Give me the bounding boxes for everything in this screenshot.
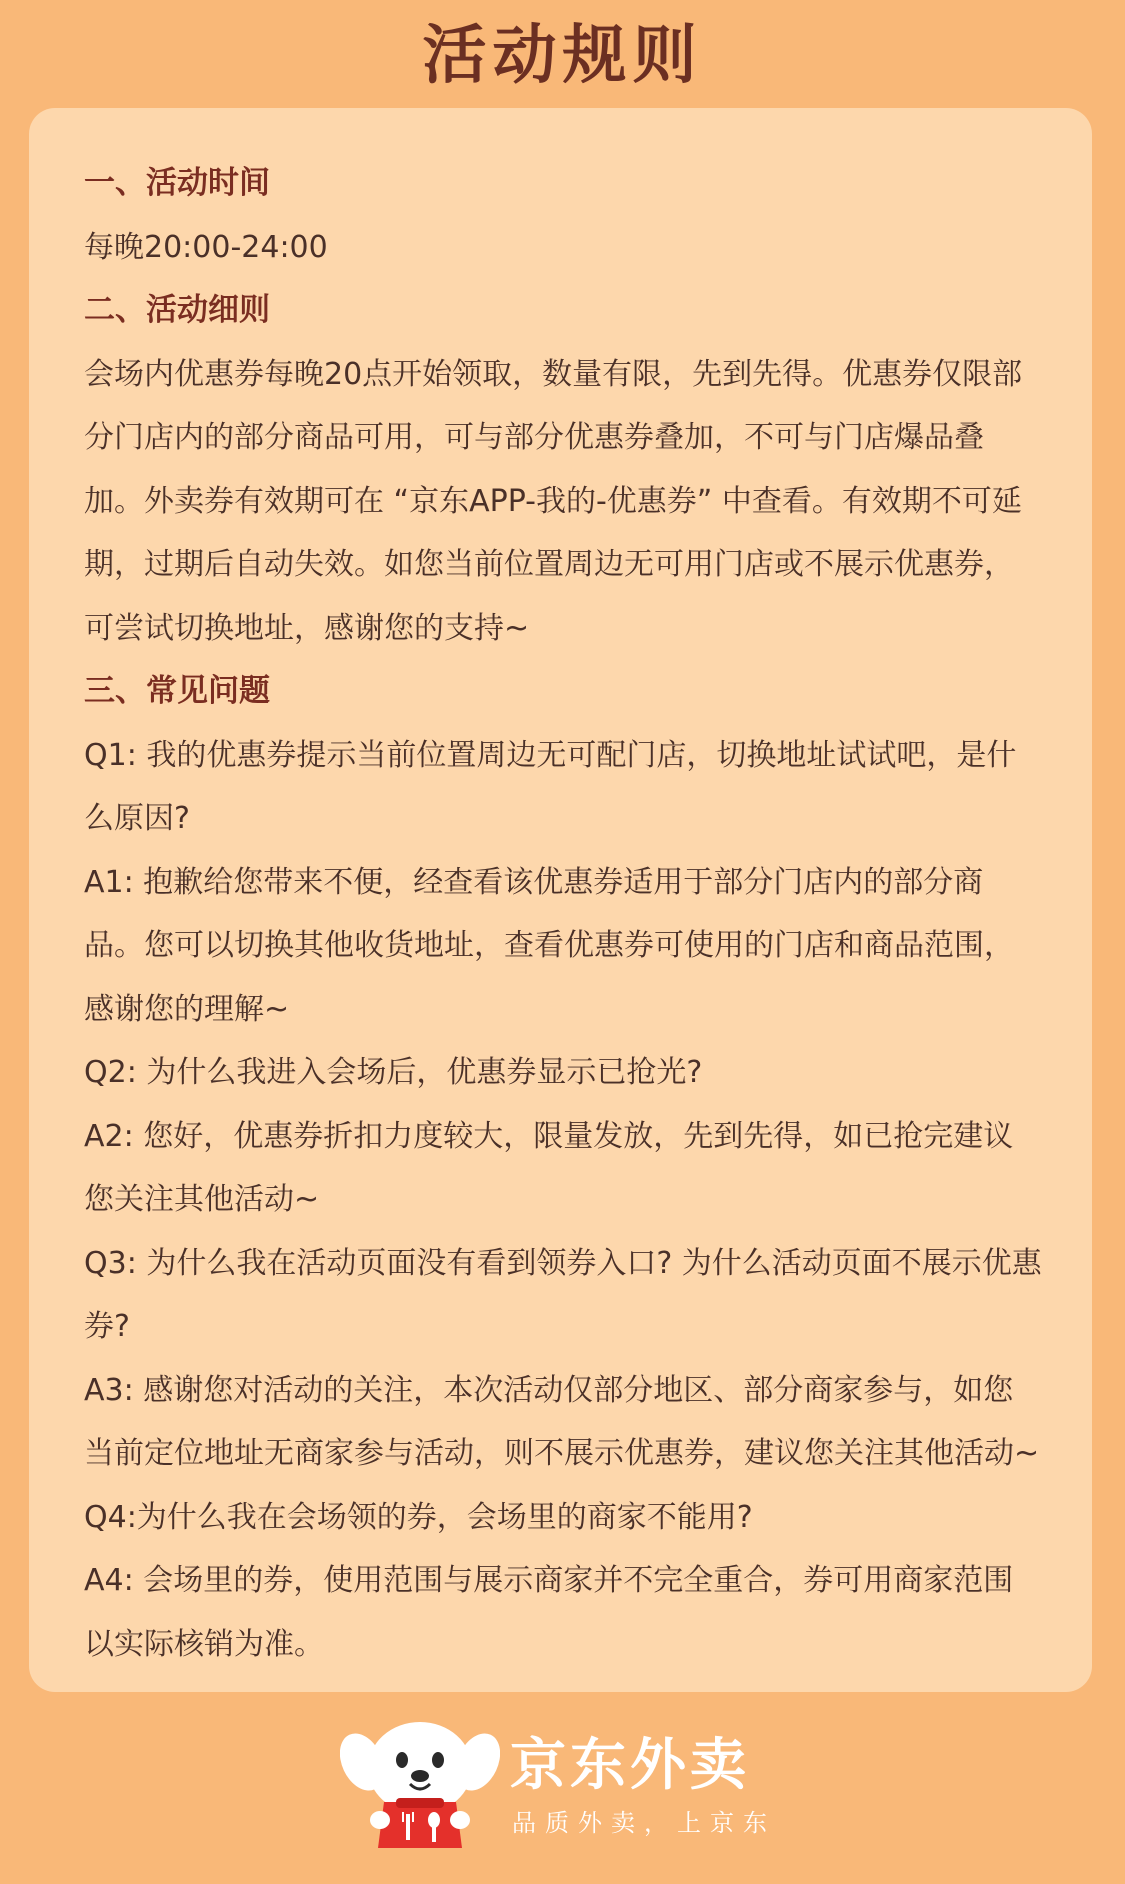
activity-details-text: 会场内优惠券每晚20点开始领取，数量有限，先到先得。优惠券仅限部分门店内的部分商品可用，可与部分优惠券叠加，不可与门店爆品叠加。外卖券有效期可在 “京东APP-我的-优惠券” 中查看。有效期不可延期，过期后自动失效。如您当前位置周边无可用门店或不展示优惠券，可尝试切换地址，感谢您的支持~ bbox=[84, 356, 1023, 646]
activity-time-text: 每晚20:00-24:00 bbox=[84, 229, 328, 265]
faq-question-4: Q4:为什么我在会场领的券，会场里的商家不能用? bbox=[84, 1499, 753, 1535]
section-heading-activity-time: 一、活动时间 bbox=[84, 165, 270, 201]
section-heading-activity-details: 二、活动细则 bbox=[84, 292, 270, 328]
section-heading-faq: 三、常见问题 bbox=[84, 673, 270, 709]
page-title: 活动规则 bbox=[422, 19, 703, 93]
faq-question-1: Q1: 我的优惠券提示当前位置周边无可配门店，切换地址试试吧，是什么原因? bbox=[84, 737, 1017, 836]
brand-name: 京东外卖 bbox=[510, 1733, 750, 1798]
faq-answer-2: A2: 您好，优惠券折扣力度较大，限量发放，先到先得，如已抢完建议您关注其他活动~ bbox=[84, 1118, 1014, 1217]
jd-dog-mascot-icon bbox=[340, 1716, 500, 1856]
faq-answer-1: A1: 抱歉给您带来不便，经查看该优惠券适用于部分门店内的部分商品。您可以切换其他收货地址，查看优惠券可使用的门店和商品范围，感谢您的理解~ bbox=[84, 864, 1014, 1027]
faq-question-2: Q2: 为什么我进入会场后，优惠券显示已抢光? bbox=[84, 1055, 703, 1090]
brand-slogan: 品质外卖，上京东 bbox=[512, 1809, 776, 1837]
rules-card bbox=[29, 108, 1092, 1692]
faq-answer-3: A3: 感谢您对活动的关注，本次活动仅部分地区、部分商家参与，如您当前定位地址无商家参与活动，则不展示优惠券，建议您关注其他活动~ bbox=[84, 1372, 1040, 1471]
brand-logo bbox=[340, 1716, 800, 1856]
faq-question-3: Q3: 为什么我在活动页面没有看到领券入口? 为什么活动页面不展示优惠券? bbox=[84, 1245, 1042, 1344]
faq-answer-4: A4: 会场里的券，使用范围与展示商家并不完全重合，券可用商家范围以实际核销为准。 bbox=[84, 1563, 1014, 1662]
